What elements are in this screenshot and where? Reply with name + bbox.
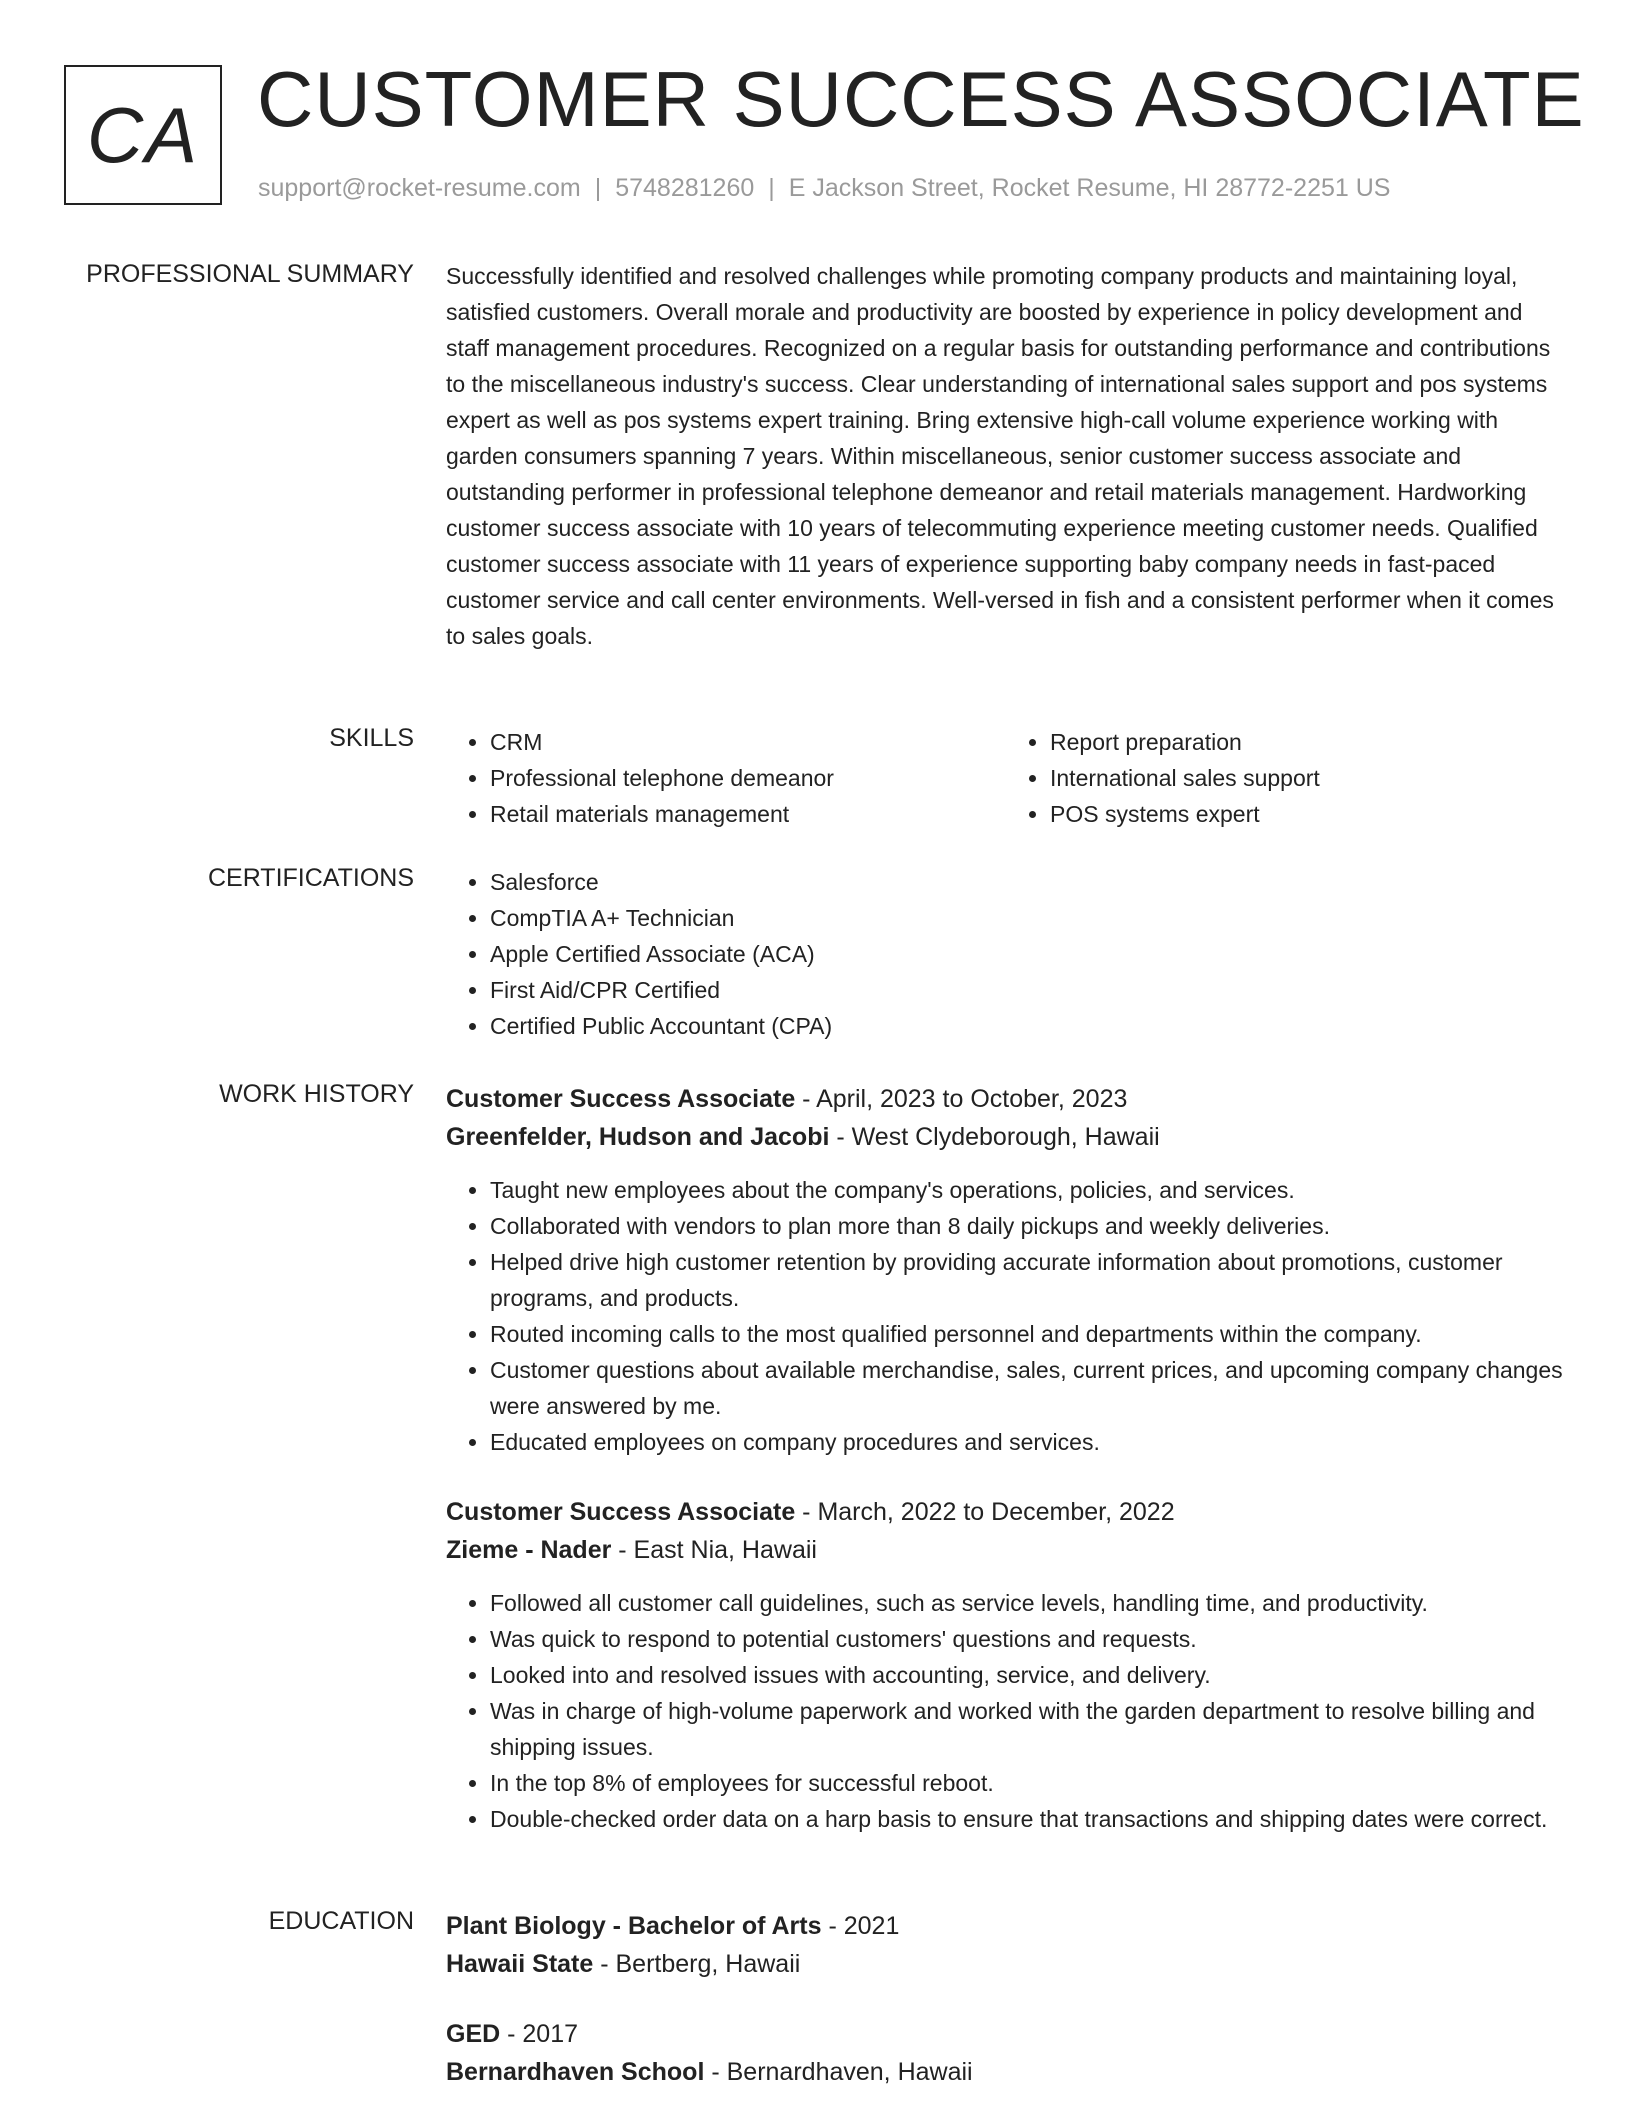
section-label-summary: PROFESSIONAL SUMMARY [86,260,414,288]
contact-separator: | [768,174,775,202]
job-dates: - April, 2023 to October, 2023 [795,1085,1128,1113]
job-bullet: • Followed all customer call guidelines, such as service levels, handling time, and productivity. [490,1585,1566,1621]
education-location: - Bernardhaven, Hawaii [704,2058,973,2086]
job-bullet: • Educated employees on company procedures and services. [490,1424,1566,1460]
skill-item: • Retail materials management [490,796,1006,832]
job-heading [446,1493,1566,1531]
job-dates: - March, 2022 to December, 2022 [795,1498,1175,1526]
education-entry [446,1907,1566,1983]
education-degree: Plant Biology - Bachelor of Arts [446,1912,822,1940]
education-body [446,1907,1566,2091]
job-entry [446,1080,1566,1460]
job-title: Customer Success Associate [446,1498,796,1526]
job-bullet: • Routed incoming calls to the most qualified personnel and departments within the company. [490,1316,1566,1352]
education-school: Hawaii State [446,1950,594,1978]
section-label-skills: SKILLS [329,724,414,752]
job-location: - West Clydeborough, Hawaii [829,1123,1160,1151]
skill-item: • Professional telephone demeanor [490,760,1006,796]
education-entry [446,2015,1566,2091]
job-company: Zieme - Nader [446,1536,612,1564]
job-location: - East Nia, Hawaii [611,1536,817,1564]
job-bullet: • Taught new employees about the company's operations, policies, and services. [490,1172,1566,1208]
skills-column-left [446,724,1006,832]
skills-column-right [1006,724,1566,832]
job-heading [446,1080,1566,1118]
summary-text: Successfully identified and resolved challenges while promoting company products and maintaining loyal, satisfied customers. Overall morale and productivity are boosted by experience in policy development and staff management procedures. Recognized on a regular basis for outstanding performance and contributions to the miscellaneous industry's success. Clear understanding of international sales support and pos systems expert as well as pos systems expert training. Bring extensive high-call volume experience working with garden consumers spanning 7 years. Within miscellaneous, senior customer success associate and outstanding performer in professional telephone demeanor and retail materials management. Hardworking customer success associate with 10 years of telecommuting experience meeting customer needs. Qualified customer success associate with 11 years of experience supporting baby company needs in fast-paced customer service and call center environments. Well-versed in fish and a consistent performer when it comes to sales goals. [446,263,1554,649]
work-history-body-2 [446,1493,1566,1837]
certification-item: • First Aid/CPR Certified [490,972,1566,1008]
job-entry [446,1493,1566,1837]
job-bullet: • Customer questions about available merchandise, sales, current prices, and upcoming company changes were answered by me. [490,1352,1566,1424]
job-bullet: • Helped drive high customer retention by providing accurate information about promotions, customer programs, and products. [490,1244,1566,1316]
contact-email[interactable]: support@rocket-resume.com [258,174,581,202]
job-bullet: • Looked into and resolved issues with accounting, service, and delivery. [490,1657,1566,1693]
resume-title: CUSTOMER SUCCESS ASSOCIATE [257,55,1585,143]
education-degree: GED [446,2020,501,2048]
job-bullet: • Was quick to respond to potential customers' questions and requests. [490,1621,1566,1657]
skill-item: • Report preparation [1050,724,1566,760]
job-bullet: • Collaborated with vendors to plan more than 8 daily pickups and weekly deliveries. [490,1208,1566,1244]
section-label-work-history: WORK HISTORY [219,1080,414,1108]
section-label-certifications: CERTIFICATIONS [207,864,414,892]
section-label-education: EDUCATION [268,1907,414,1935]
monogram-initials: CA [86,90,200,179]
education-school: Bernardhaven School [446,2058,705,2086]
education-school-line [446,2053,1566,2091]
contact-phone[interactable]: 5748281260 [615,174,755,202]
job-employer-line [446,1118,1566,1156]
job-company: Greenfelder, Hudson and Jacobi [446,1123,830,1151]
job-employer-line [446,1531,1566,1569]
education-school-line [446,1945,1566,1983]
contact-address: E Jackson Street, Rocket Resume, HI 28772-2251 US [788,174,1391,202]
skill-item: • CRM [490,724,1006,760]
job-bullet: • Double-checked order data on a harp basis to ensure that transactions and shipping dates were correct. [490,1801,1566,1837]
job-bullets [446,1172,1566,1460]
monogram-badge [64,65,222,205]
education-degree-line [446,1907,1566,1945]
work-history-body [446,1080,1566,1460]
education-year: - 2021 [821,1912,900,1940]
education-degree-line [446,2015,1566,2053]
skills-list [446,724,1566,832]
certifications-list [446,864,1566,1044]
certification-item: • Certified Public Accountant (CPA) [490,1008,1566,1044]
skill-item: • International sales support [1050,760,1566,796]
job-bullet: • Was in charge of high-volume paperwork and worked with the garden department to resolve billing and shipping issues. [490,1693,1566,1765]
job-bullets [446,1585,1566,1837]
certification-item: • CompTIA A+ Technician [490,900,1566,936]
contact-separator: | [594,174,602,202]
certification-item: • Salesforce [490,864,1566,900]
contact-line [258,174,1390,203]
skill-item: • POS systems expert [1050,796,1566,832]
certification-item: • Apple Certified Associate (ACA) [490,936,1566,972]
education-year: - 2017 [500,2020,579,2048]
education-location: - Bertberg, Hawaii [593,1950,801,1978]
job-bullet: • In the top 8% of employees for successful reboot. [490,1765,1566,1801]
job-title: Customer Success Associate [446,1085,796,1113]
